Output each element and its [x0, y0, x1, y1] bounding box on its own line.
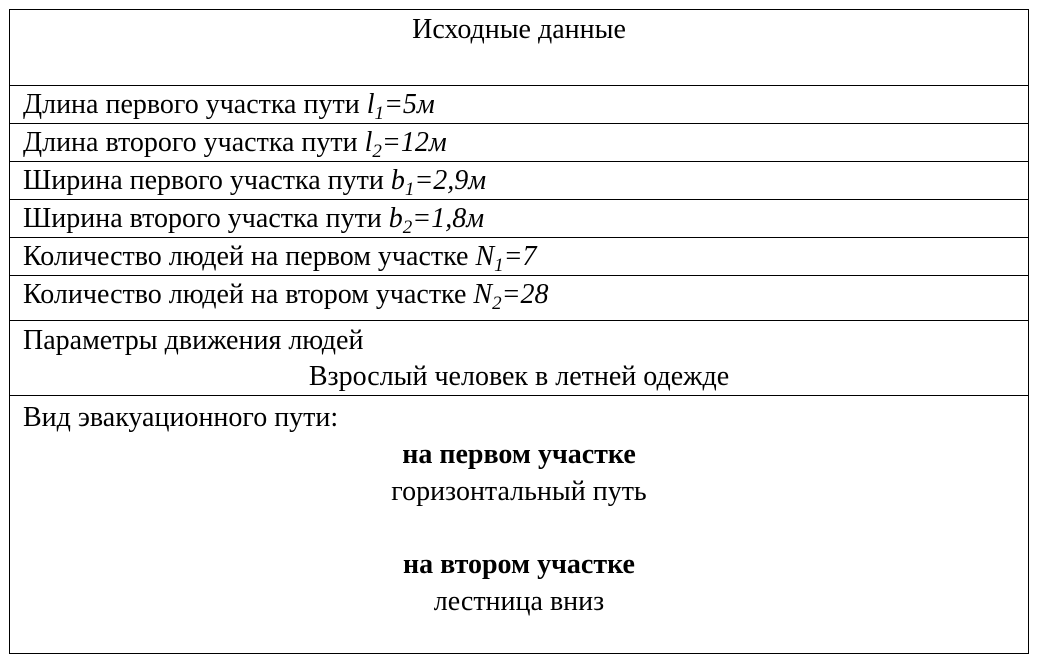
path-label: Вид эвакуационного пути: [23, 402, 339, 433]
table-row-first-length [10, 86, 1028, 124]
row-symbol-subscript: 1 [374, 103, 384, 124]
row-label: Количество людей на первом участке [23, 241, 476, 272]
row-symbol: N [475, 241, 495, 272]
table-row-second-length [10, 124, 1028, 162]
row-symbol: N [473, 279, 493, 310]
row-symbol-subscript: 2 [372, 141, 382, 162]
row-symbol-subscript: 1 [494, 255, 504, 276]
table-row-evacuation-path [10, 396, 1028, 653]
row-label: Количество людей на втором участке [23, 279, 474, 310]
table-row-first-width [10, 162, 1028, 200]
source-data-table [9, 9, 1029, 654]
path-section2-value: лестница вниз [433, 586, 605, 617]
row-symbol-subscript: 2 [492, 293, 502, 314]
row-symbol-subscript: 1 [404, 179, 415, 200]
row-symbol-subscript: 2 [402, 217, 413, 238]
movement-label: Параметры движения людей [23, 325, 364, 356]
row-symbol: b [388, 203, 403, 234]
path-section1-title: на первом участке [402, 439, 636, 470]
table-row-first-people [10, 238, 1028, 276]
row-value: =12м [381, 127, 447, 158]
table-header-title: Исходные данные [412, 14, 626, 45]
row-label: Ширина первого участка пути [23, 165, 391, 196]
movement-value: Взрослый человек в летней одежде [308, 361, 730, 392]
row-value: =1,8м [412, 203, 485, 234]
table-header-row [10, 10, 1028, 86]
row-symbol: l [366, 89, 375, 120]
row-value: =5м [383, 89, 435, 120]
row-value: =28 [501, 279, 549, 310]
table-row-movement-params [10, 321, 1028, 396]
row-symbol: b [390, 165, 405, 196]
table-row-second-width [10, 200, 1028, 238]
row-value: =2,9м [414, 165, 487, 196]
path-section1-value: горизонтальный путь [391, 476, 647, 507]
path-section2-title: на втором участке [403, 549, 635, 580]
path-spacer [23, 510, 1028, 546]
row-value: =7 [503, 241, 537, 272]
row-label: Длина второго участка пути [23, 127, 365, 158]
row-label: Ширина второго участка пути [23, 203, 389, 234]
row-symbol: l [364, 127, 373, 158]
table-row-second-people [10, 276, 1028, 321]
row-label: Длина первого участка пути [23, 89, 367, 120]
